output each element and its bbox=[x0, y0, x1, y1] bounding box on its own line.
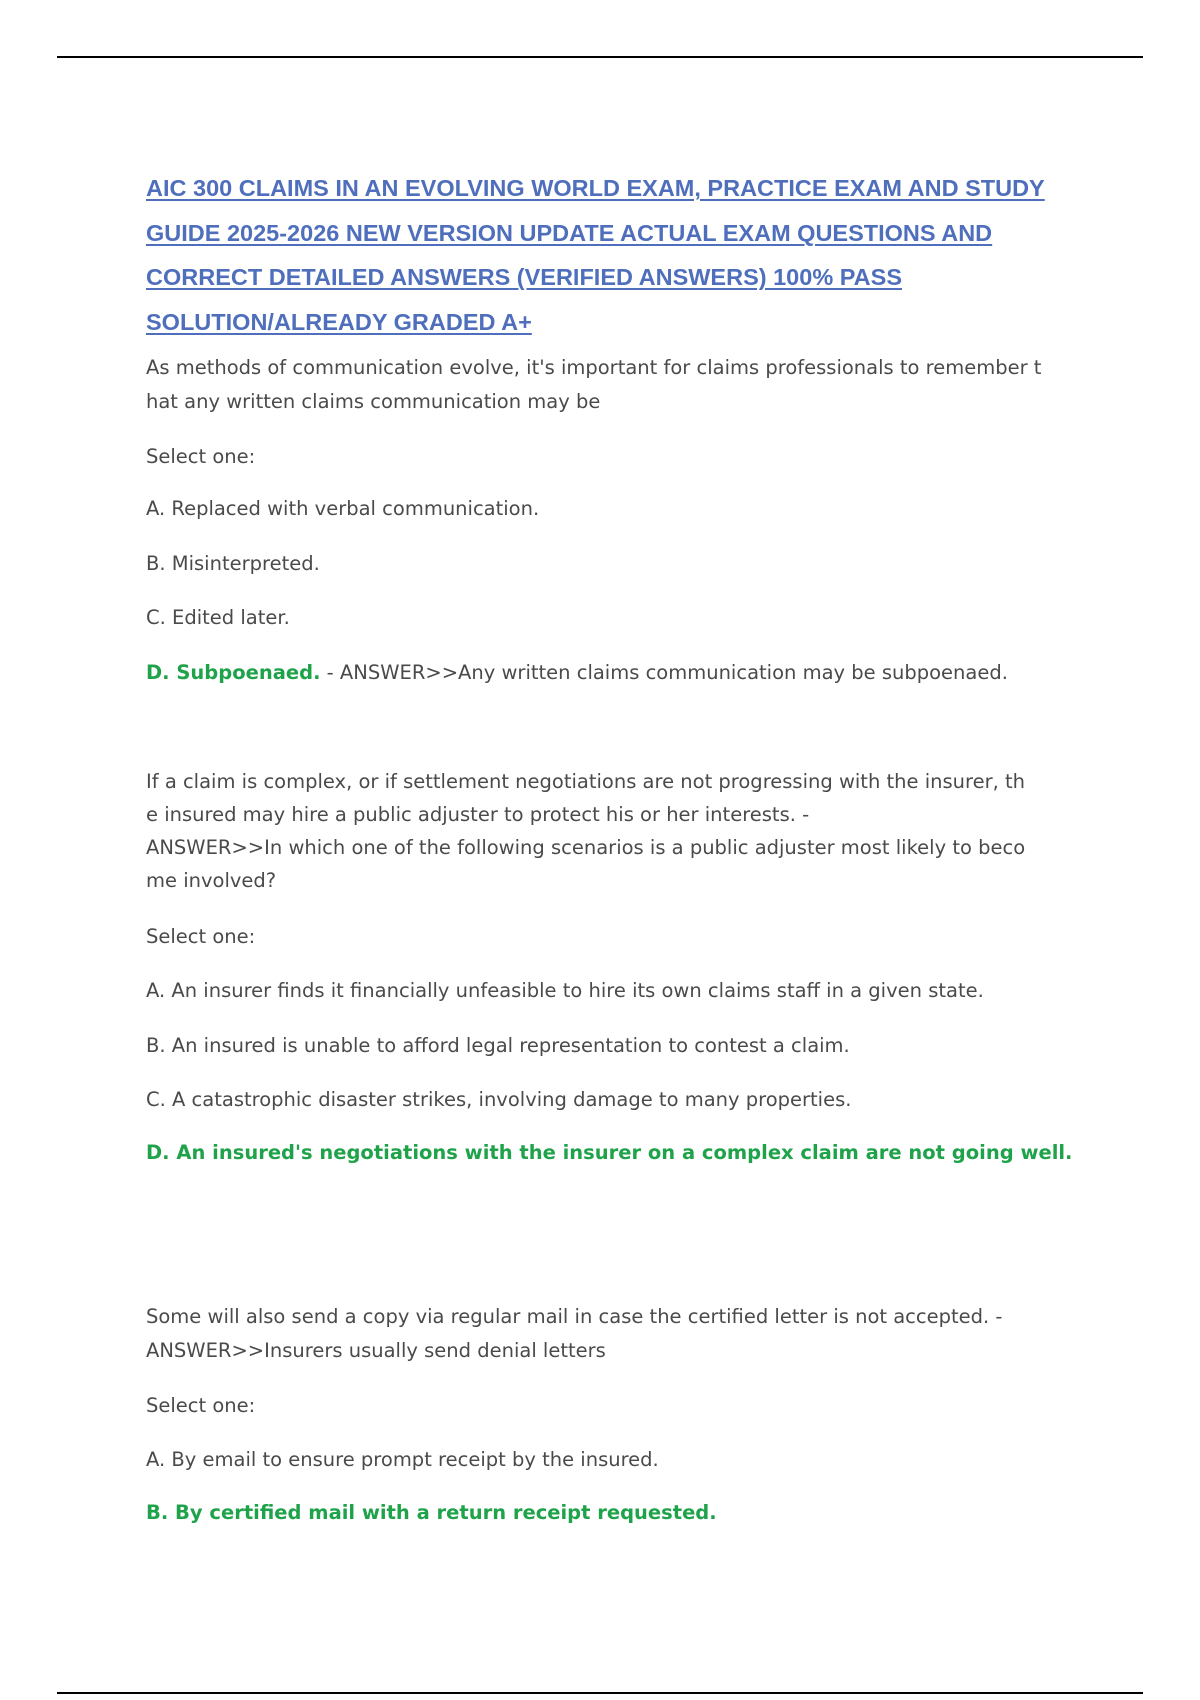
question-2-option-a: A. An insurer finds it financially unfeasible to hire its own claims staff in a given state. bbox=[146, 979, 984, 1002]
title-line: SOLUTION/ALREADY GRADED A+ bbox=[146, 308, 532, 335]
question-2-select-label: Select one: bbox=[146, 925, 256, 948]
question-3-stem bbox=[146, 1300, 1086, 1368]
correct-option: D. An insured's negotiations with the insurer on a complex claim are not going well. bbox=[146, 1141, 1073, 1164]
stem-line: hat any written claims communication may be bbox=[146, 390, 601, 413]
stem-line: e insured may hire a public adjuster to protect his or her interests. - bbox=[146, 803, 810, 826]
stem-line: ANSWER>>In which one of the following scenarios is a public adjuster most likely to beco bbox=[146, 836, 1026, 859]
question-3-select-label: Select one: bbox=[146, 1394, 256, 1417]
question-1-option-a: A. Replaced with verbal communication. bbox=[146, 497, 540, 520]
footer-rule bbox=[57, 1692, 1143, 1694]
stem-line: me involved? bbox=[146, 869, 277, 892]
question-1-stem bbox=[146, 351, 1086, 419]
stem-line: Some will also send a copy via regular mail in case the certified letter is not accepted. - bbox=[146, 1305, 1003, 1328]
question-1-select-label: Select one: bbox=[146, 445, 256, 468]
question-2-option-b: B. An insured is unable to afford legal representation to contest a claim. bbox=[146, 1034, 850, 1057]
correct-option: D. Subpoenaed. bbox=[146, 661, 321, 684]
question-1-option-c: C. Edited later. bbox=[146, 606, 290, 629]
question-1-option-b: B. Misinterpreted. bbox=[146, 552, 320, 575]
stem-line: As methods of communication evolve, it's important for claims professionals to remember t bbox=[146, 356, 1042, 379]
question-3-option-a: A. By email to ensure prompt receipt by the insured. bbox=[146, 1448, 659, 1471]
correct-option: B. By certified mail with a return receipt requested. bbox=[146, 1501, 717, 1524]
title-line: GUIDE 2025-2026 NEW VERSION UPDATE ACTUAL EXAM QUESTIONS AND bbox=[146, 219, 993, 246]
title-line: AIC 300 CLAIMS IN AN EVOLVING WORLD EXAM, PRACTICE EXAM AND STUDY bbox=[146, 175, 1045, 201]
header-rule bbox=[57, 56, 1143, 58]
document-title bbox=[146, 166, 1086, 344]
question-1-answer bbox=[146, 656, 1086, 690]
question-2-stem bbox=[146, 765, 1086, 897]
title-line: CORRECT DETAILED ANSWERS (VERIFIED ANSWERS) 100% PASS bbox=[146, 264, 902, 290]
stem-line: ANSWER>>Insurers usually send denial letters bbox=[146, 1339, 606, 1362]
question-2-answer bbox=[146, 1136, 1086, 1170]
stem-line: If a claim is complex, or if settlement negotiations are not progressing with the insurer, th bbox=[146, 770, 1026, 793]
question-2-option-c: C. A catastrophic disaster strikes, involving damage to many properties. bbox=[146, 1088, 852, 1111]
answer-explanation: - ANSWER>>Any written claims communication may be subpoenaed. bbox=[320, 661, 1008, 684]
question-3-answer bbox=[146, 1496, 1086, 1530]
